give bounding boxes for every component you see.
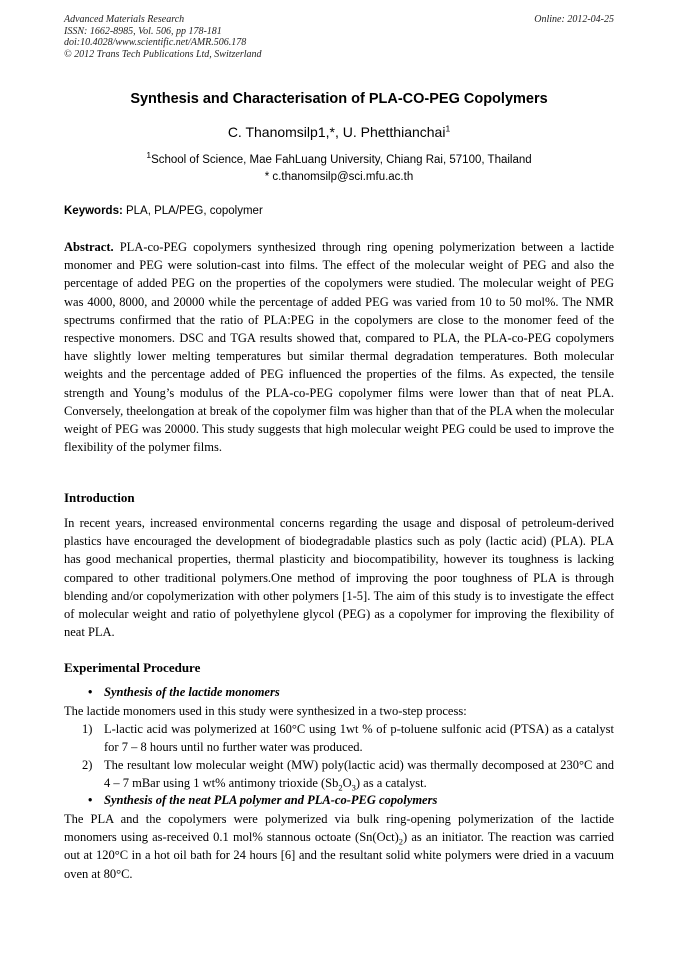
online-date: Online: 2012-04-25 (534, 14, 614, 25)
keywords (64, 205, 263, 217)
keywords-text: PLA, PLA/PEG, copolymer (122, 205, 263, 217)
experimental-heading: Experimental Procedure (64, 660, 201, 675)
author-sup: 1 (445, 123, 451, 134)
bullet-lactide-synthesis (88, 685, 280, 700)
bullet-pla-label: Synthesis of the neat PLA polymer and PLA-co-PEG copolymers (104, 793, 438, 807)
list-item-2-text-b: O (342, 776, 352, 791)
pla-text-sub: 2 (398, 836, 404, 847)
abstract-text: PLA-co-PEG copolymers synthesized through ring opening polymerization between a lactide monomer and PEG were solution-cast into films. The effect of the molecular weight of PEG and also the percentage of added PEG on the properties of the copolymers were studied. The molecular weight of PEG was 4000, 8000, and 20000 while the percentage of added PEG was varied from 10 to 50 mol%. The NMR spectrums confirmed that the ratio of PLA:PEG in the copolymers are close to the monomer feed of the respective monomers. DSC and TGA results showed that, compared to PLA, the PLA-co-PEG copolymers have slightly lower melting temperatures but similar thermal degradation temperatures. Both molecular weights and the percentage added of PEG influenced the properties of the films. As expected, the tensile strength and Young’s modulus of the PLA-co-PEG copolymer films were lower than that of neat PLA. Conversely, theelongation at break of the copolymer film was higher than that of the PLA when the molecular weight of PEG was 20000. This study suggests that high molecular weight PEG could be used to improve the flexibility of the polymer films. (64, 240, 614, 455)
list-item-2-text-c: ) as a catalyst. (355, 776, 427, 791)
journal-header (64, 14, 262, 60)
journal-doi: doi:10.4028/www.scientific.net/AMR.506.178 (64, 37, 247, 48)
list-item-1-number: 1) (82, 722, 93, 736)
journal-copyright: © 2012 Trans Tech Publications Ltd, Switzerland (64, 48, 262, 60)
list-item-2-number: 2) (82, 758, 93, 772)
author-names: C. Thanomsilp1,*, U. Phetthianchai (227, 124, 446, 140)
journal-issn: ISSN: 1662-8985, Vol. 506, pp 178-181 (64, 25, 222, 37)
list-item-2 (82, 756, 614, 793)
list-item-2-text-a: The resultant low molecular weight (MW) poly(lactic acid) was thermally decomposed at 230°C and 4 – 7 mBar using 1 wt% antimony trioxide (Sb (104, 758, 614, 791)
abstract (64, 238, 614, 456)
lactide-intro: The lactide monomers used in this study were synthesized in a two-step process: (64, 704, 467, 718)
author-email: * c.thanomsilp@sci.mfu.ac.th (264, 171, 414, 183)
bullet-pla-synthesis (88, 793, 438, 808)
bullet-dot-icon: • (88, 685, 93, 699)
journal-name: Advanced Materials Research (64, 14, 185, 25)
list-item-1 (82, 720, 614, 756)
bullet-lactide-label: Synthesis of the lactide monomers (104, 685, 280, 699)
list-item-2-sub1: 2 (338, 782, 343, 793)
pla-text-a: The PLA and the copolymers were polymerized via bulk ring-opening polymerization of the lactide monomers using as-received 0.1 mol% stannous octoate (Sn(Oct) (64, 812, 614, 845)
introduction-heading: Introduction (64, 490, 135, 505)
affiliation-sup: 1 (146, 150, 152, 161)
list-item-1-text: L-lactic acid was polymerized at 160°C using 1wt % of p-toluene sulfonic acid (PTSA) as a catalyst for 7 – 8 hours until no further water was produced. (104, 722, 614, 755)
abstract-label: Abstract. (64, 240, 114, 254)
keywords-label: Keywords: (64, 205, 123, 217)
affiliation (0, 152, 678, 186)
authors (0, 124, 678, 140)
bullet-dot-icon: • (88, 793, 93, 807)
list-item-2-sub2: 3 (351, 782, 356, 793)
pla-synthesis-text (64, 810, 614, 883)
affiliation-text: School of Science, Mae FahLuang University, Chiang Rai, 57100, Thailand (151, 154, 532, 166)
pla-text-b: ) as an initiator. The reaction was carried out at 120°C in a hot oil bath for 24 hours [6] and the resultant solid white polymers were dried in a vacuum oven at 80°C. (64, 830, 614, 881)
paper-title: Synthesis and Characterisation of PLA-CO-PEG Copolymers (130, 91, 548, 107)
introduction-text: In recent years, increased environmental concerns regarding the usage and disposal of petroleum-derived plastics have encouraged the development of biodegradable plastics such as poly (lactic acid) (PLA). PLA has good mechanical properties, thermal plasticity and biocompatibility, however its toughness is lacking compared to other traditional polymers.One method of improving the poor toughness of PLA is through blending and/or copolymerization with other polymers [1-5]. The aim of this study is to investigate the effect of molecular weight and ratio of polyethylene glycol (PEG) as a copolymer for improving the flexibility of neat PLA. (64, 516, 614, 640)
